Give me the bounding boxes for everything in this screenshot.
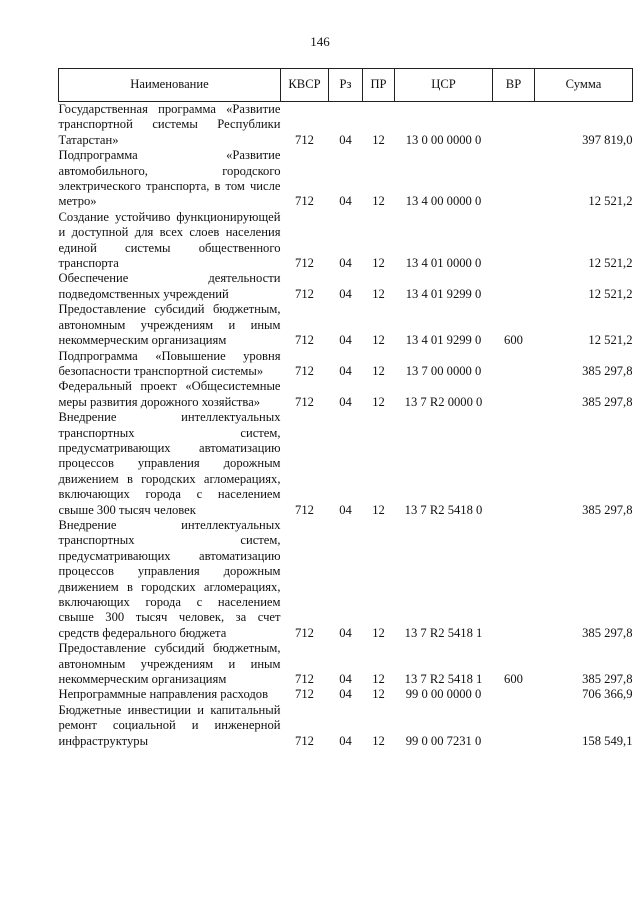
cell-pr: 12 <box>372 394 385 409</box>
header-csr: ЦСР <box>395 69 493 102</box>
cell-csr: 99 0 00 0000 0 <box>405 687 482 702</box>
cell-pr: 12 <box>372 256 385 271</box>
cell-sum: 385 297,8 <box>582 672 633 687</box>
cell-vr <box>493 703 535 749</box>
cell-rz: 04 <box>339 625 352 640</box>
table-row <box>59 271 633 302</box>
cell-name: Государственная программа «Развитие транспортной системы Республики Татарстан» <box>58 102 281 147</box>
cell-name: Федеральный проект «Общесистемные меры развития дорожного хозяйства» <box>58 379 281 409</box>
page-number: 146 <box>310 34 330 49</box>
cell-vr <box>493 210 535 272</box>
cell-name: Внедрение интеллектуальных транспортных систем, предусматривающих автоматизацию процессов управления дорожным движением в городских агломерациях, включающих города с населением свыше 300 тысяч человек, за счет средств федерального бюджета <box>58 517 281 640</box>
cell-csr: 13 7 R2 0000 0 <box>404 394 483 409</box>
cell-pr: 12 <box>372 132 385 147</box>
header-vr: ВР <box>493 69 535 102</box>
cell-csr: 13 4 01 9299 0 <box>405 333 482 348</box>
cell-pr: 12 <box>372 194 385 209</box>
cell-rz: 04 <box>339 286 352 301</box>
cell-name: Подпрограмма «Повышение уровня безопасности транспортной системы» <box>58 348 281 378</box>
cell-vr <box>493 271 535 302</box>
cell-kvsr: 712 <box>295 286 314 301</box>
cell-name: Предоставление субсидий бюджетным, автономным учреждениям и иным некоммерческим организациям <box>58 302 281 348</box>
cell-name: Внедрение интеллектуальных транспортных систем, предусматривающих автоматизацию процессов управления дорожным движением в городских агломерациях, включающих города с населением свыше 300 тысяч человек <box>58 410 281 517</box>
cell-vr <box>493 518 535 641</box>
cell-csr: 13 7 R2 5418 0 <box>404 502 483 517</box>
cell-kvsr: 712 <box>295 333 314 348</box>
cell-kvsr: 712 <box>295 194 314 209</box>
cell-kvsr: 712 <box>295 502 314 517</box>
cell-csr: 13 4 00 0000 0 <box>405 194 482 209</box>
table-row <box>59 703 633 749</box>
cell-name: Создание устойчиво функционирующей и доступной для всех слоев населения единой системы общественного транспорта <box>58 209 281 271</box>
cell-kvsr: 712 <box>295 363 314 378</box>
cell-sum: 12 521,2 <box>588 256 633 271</box>
cell-pr: 12 <box>372 363 385 378</box>
cell-csr: 13 7 R2 5418 1 <box>404 625 483 640</box>
cell-kvsr: 712 <box>295 625 314 640</box>
cell-sum: 12 521,2 <box>588 194 633 209</box>
cell-rz: 04 <box>339 733 352 748</box>
cell-name: Предоставление субсидий бюджетным, автономным учреждениям и иным некоммерческим организациям <box>58 641 281 687</box>
cell-pr: 12 <box>372 286 385 301</box>
cell-csr: 13 4 01 9299 0 <box>405 286 482 301</box>
header-name: Наименование <box>59 69 281 102</box>
cell-name: Непрограммные направления расходов <box>58 687 269 702</box>
cell-rz: 04 <box>339 194 352 209</box>
header-pr: ПР <box>363 69 395 102</box>
table-header-row <box>59 69 633 102</box>
cell-kvsr: 712 <box>295 733 314 748</box>
cell-pr: 12 <box>372 333 385 348</box>
cell-vr <box>493 410 535 518</box>
cell-rz: 04 <box>339 256 352 271</box>
header-sum: Сумма <box>535 69 633 102</box>
cell-vr <box>493 349 535 380</box>
cell-sum: 385 297,8 <box>582 394 633 409</box>
cell-pr: 12 <box>372 502 385 517</box>
header-rz: Рз <box>329 69 363 102</box>
cell-sum: 385 297,8 <box>582 502 633 517</box>
cell-csr: 13 0 00 0000 0 <box>405 132 482 147</box>
cell-vr <box>493 379 535 410</box>
cell-pr: 12 <box>372 625 385 640</box>
table-row <box>59 302 633 348</box>
cell-csr: 13 7 00 0000 0 <box>405 363 482 378</box>
cell-sum: 158 549,1 <box>582 733 633 748</box>
cell-vr: 600 <box>504 672 523 687</box>
cell-vr: 600 <box>504 333 523 348</box>
cell-name: Обеспечение деятельности подведомственных учреждений <box>58 271 281 301</box>
cell-rz: 04 <box>339 672 352 687</box>
cell-name: Подпрограмма «Развитие автомобильного, городского электрического транспорта, в том числе метро» <box>58 148 281 209</box>
cell-sum: 706 366,9 <box>582 687 633 702</box>
cell-kvsr: 712 <box>295 672 314 687</box>
cell-pr: 12 <box>372 733 385 748</box>
cell-pr: 12 <box>372 687 385 702</box>
table-row <box>59 410 633 518</box>
table-row <box>59 518 633 641</box>
cell-kvsr: 712 <box>295 687 314 702</box>
cell-pr: 12 <box>372 672 385 687</box>
cell-name: Бюджетные инвестиции и капитальный ремонт социальной и инженерной инфраструктуры <box>58 702 281 748</box>
cell-kvsr: 712 <box>295 256 314 271</box>
cell-csr: 13 4 01 0000 0 <box>405 256 482 271</box>
cell-csr: 99 0 00 7231 0 <box>405 733 482 748</box>
table-row <box>59 687 633 702</box>
cell-sum: 12 521,2 <box>588 286 633 301</box>
cell-sum: 385 297,8 <box>582 625 633 640</box>
cell-kvsr: 712 <box>295 394 314 409</box>
table-row <box>59 148 633 210</box>
cell-rz: 04 <box>339 394 352 409</box>
cell-sum: 12 521,2 <box>588 333 633 348</box>
cell-vr <box>493 102 535 149</box>
budget-table <box>58 68 633 749</box>
table-row <box>59 379 633 410</box>
cell-sum: 385 297,8 <box>582 363 633 378</box>
cell-sum: 397 819,0 <box>582 132 633 147</box>
cell-kvsr: 712 <box>295 132 314 147</box>
cell-vr <box>493 148 535 210</box>
cell-rz: 04 <box>339 687 352 702</box>
table-row <box>59 349 633 380</box>
cell-csr: 13 7 R2 5418 1 <box>404 672 483 687</box>
header-kvsr: КВСР <box>281 69 329 102</box>
table-row <box>59 102 633 149</box>
table-row <box>59 210 633 272</box>
cell-rz: 04 <box>339 502 352 517</box>
cell-rz: 04 <box>339 363 352 378</box>
table-row <box>59 641 633 687</box>
cell-vr <box>493 687 535 702</box>
cell-rz: 04 <box>339 333 352 348</box>
cell-rz: 04 <box>339 132 352 147</box>
